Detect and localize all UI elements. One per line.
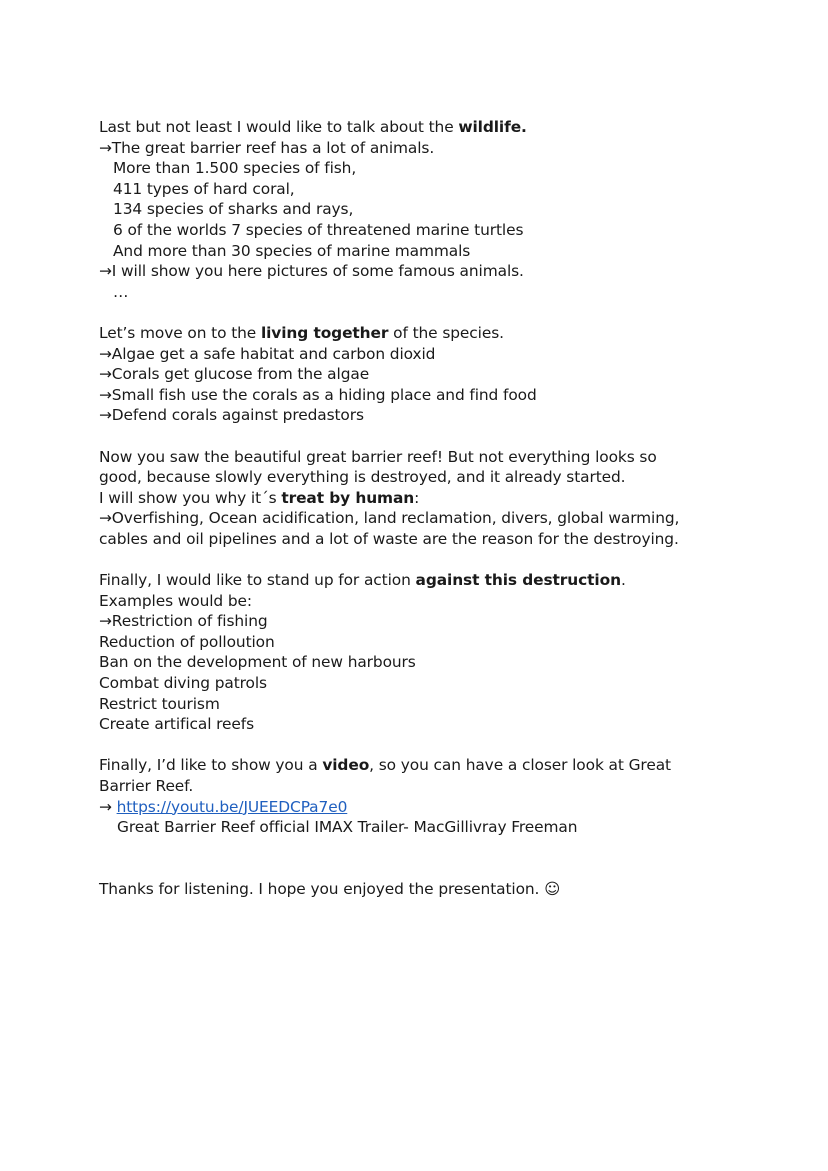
action-example: →Restriction of fishing — [99, 612, 268, 631]
video-intro: Finally, I’d like to show you a video, so you can have a closer look at Great — [99, 756, 671, 775]
action-example: Ban on the development of new harbours — [99, 653, 416, 672]
arrow-icon: → — [99, 344, 112, 363]
threat-causes: cables and oil pipelines and a lot of waste are the reason for the destroying. — [99, 529, 679, 548]
arrow-icon: → — [99, 797, 117, 816]
living-point: →Small fish use the corals as a hiding place and find food — [99, 385, 537, 404]
wildlife-pictures: →I will show you here pictures of some famous animals. — [99, 262, 524, 281]
arrow-icon: → — [99, 406, 112, 425]
living-keyword: living together — [260, 323, 389, 342]
action-keyword: against this destruction — [415, 571, 621, 590]
arrow-icon: → — [99, 612, 112, 631]
threat-line: good, because slowly everything is destroyed, and it already started. — [99, 468, 626, 487]
threat-causes: →Overfishing, Ocean acidification, land reclamation, divers, global warming, — [99, 509, 680, 528]
video-keyword: video — [322, 756, 370, 775]
action-example: Restrict tourism — [99, 694, 220, 713]
action-example: Reduction of polloution — [99, 632, 275, 651]
threat-line: I will show you why it´s treat by human: — [99, 488, 420, 507]
arrow-icon: → — [99, 365, 112, 384]
wildlife-fact: And more than 30 species of marine mammals — [113, 241, 471, 260]
video-caption: Great Barrier Reef official IMAX Trailer- MacGillivray Freeman — [117, 818, 578, 837]
arrow-icon: → — [99, 509, 112, 528]
ellipsis: … — [113, 282, 129, 301]
arrow-icon: → — [99, 138, 112, 157]
wildlife-fact: More than 1.500 species of fish, — [113, 159, 357, 178]
threat-keyword: treat by human — [281, 488, 415, 507]
living-point: →Algae get a safe habitat and carbon dioxid — [99, 344, 436, 363]
arrow-icon: → — [99, 262, 112, 281]
action-intro: Finally, I would like to stand up for action against this destruction. — [99, 571, 626, 590]
wildlife-intro: Last but not least I would like to talk about the wildlife. — [99, 118, 527, 136]
living-point: →Corals get glucose from the algae — [99, 365, 370, 384]
living-point: →Defend corals against predastors — [99, 406, 364, 425]
action-example: Create artifical reefs — [99, 715, 255, 734]
closing-line: Thanks for listening. I hope you enjoyed the presentation. ☺ — [99, 879, 561, 898]
video-link-line — [99, 797, 788, 818]
wildlife-lead: →The great barrier reef has a lot of animals. — [99, 138, 435, 157]
examples-label: Examples would be: — [99, 591, 253, 610]
arrow-icon: → — [99, 385, 112, 404]
video-intro-cont: Barrier Reef. — [99, 777, 194, 795]
living-intro: Let’s move on to the living together of the species. — [99, 323, 504, 342]
wildlife-fact: 134 species of sharks and rays, — [113, 200, 354, 219]
threat-line: Now you saw the beautiful great barrier reef! But not everything looks so — [99, 447, 657, 466]
wildlife-fact: 6 of the worlds 7 species of threatened marine turtles — [113, 220, 524, 239]
action-example: Combat diving patrols — [99, 674, 267, 693]
wildlife-keyword: wildlife. — [458, 118, 527, 136]
wildlife-fact: 411 types of hard coral, — [113, 179, 295, 198]
video-link[interactable]: https://youtu.be/JUEEDCPa7e0 — [116, 797, 348, 816]
